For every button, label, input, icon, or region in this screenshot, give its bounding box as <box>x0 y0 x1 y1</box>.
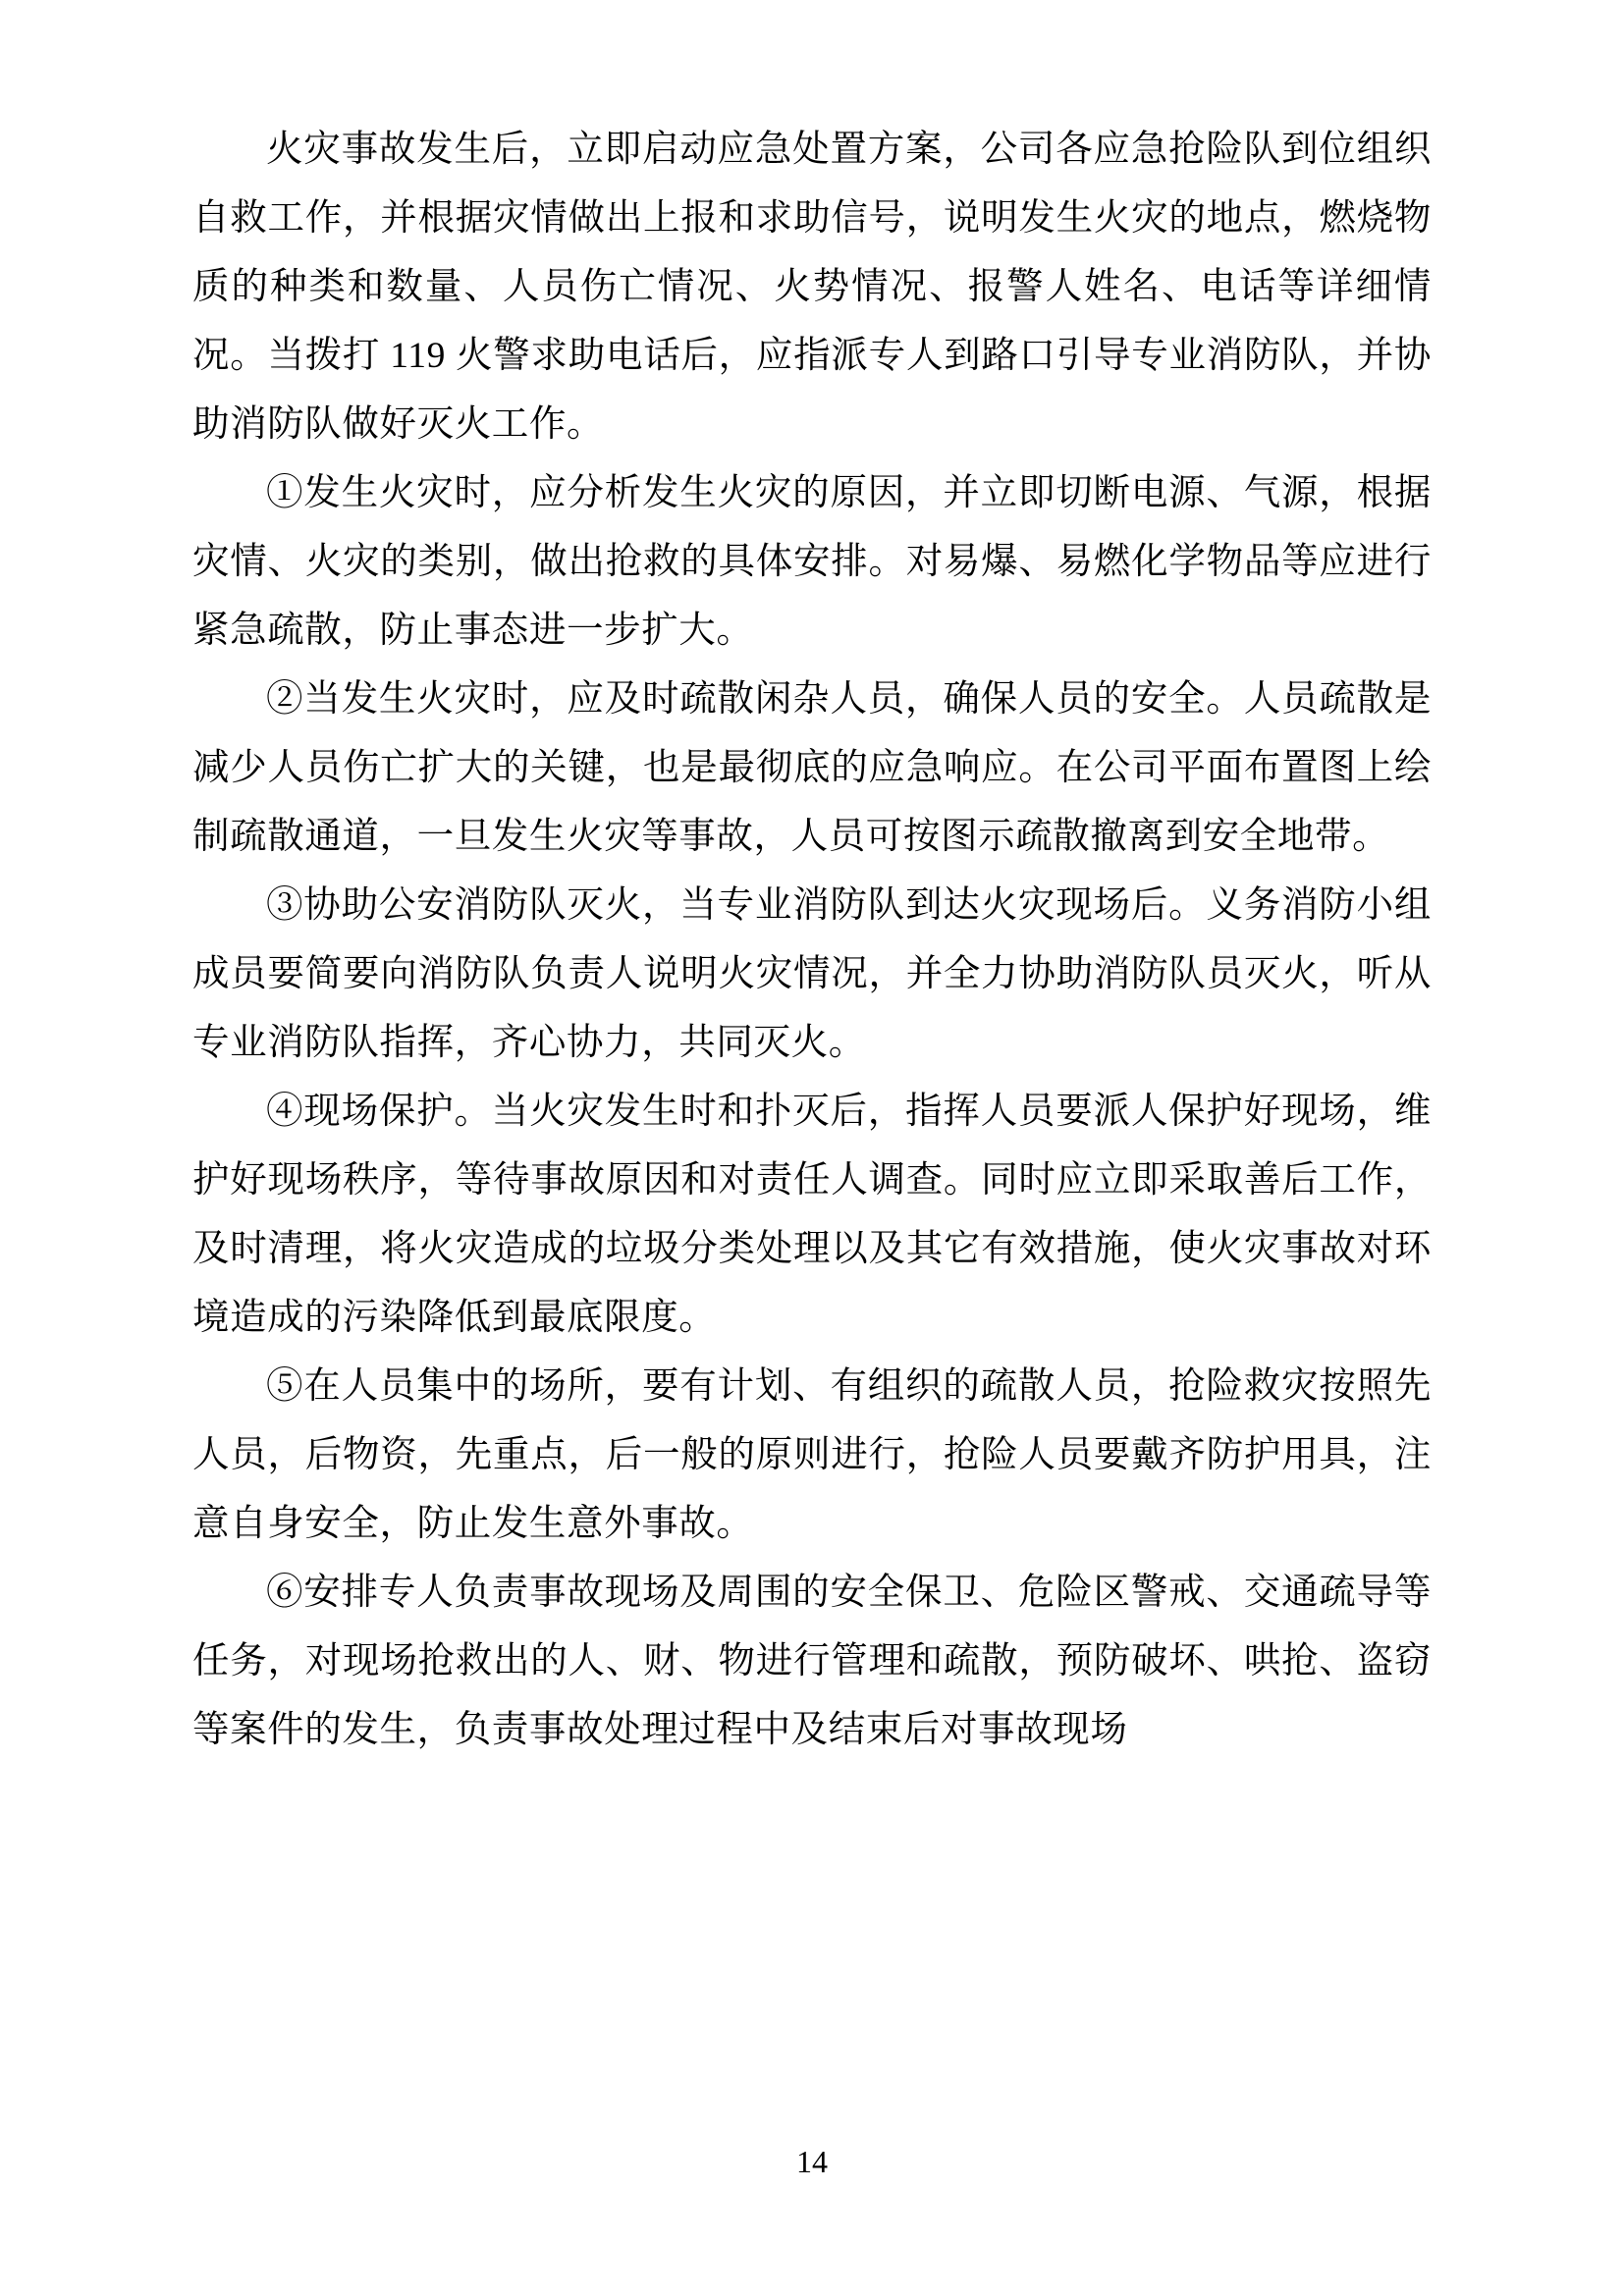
paragraph-6: ⑤在人员集中的场所，要有计划、有组织的疏散人员，抢险救灾按照先人员，后物资，先重点，后一般的原则进行，抢险人员要戴齐防护用具，注意自身安全，防止发生意外事故。 <box>192 1366 1432 1544</box>
paragraph-2: ①发生火灾时，应分析发生火灾的原因，并立即切断电源、气源，根据灾情、火灾的类别，做出抢救的具体安排。对易爆、易燃化学物品等应进行紧急疏散，防止事态进一步扩大。 <box>192 473 1432 651</box>
paragraph-3: ②当发生火灾时，应及时疏散闲杂人员，确保人员的安全。人员疏散是减少人员伤亡扩大的关键，也是最彻底的应急响应。在公司平面布置图上绘制疏散通道，一旦发生火灾等事故，人员可按图示疏散撤离到安全地带。 <box>192 679 1432 857</box>
paragraph-5: ④现场保护。当火灾发生时和扑灭后，指挥人员要派人保护好现场，维护好现场秩序，等待事故原因和对责任人调查。同时应立即采取善后工作，及时清理，将火灾造成的垃圾分类处理以及其它有效措施，使火灾事故对环境造成的污染降低到最底限度。 <box>192 1092 1432 1338</box>
paragraph-1: 火灾事故发生后，立即启动应急处置方案，公司各应急抢险队到位组织自救工作，并根据灾情做出上报和求助信号，说明发生火灾的地点，燃烧物质的种类和数量、人员伤亡情况、火势情况、报警人姓名、电话等详细情况。当拨打 119 火警求助电话后，应指派专人到路口引导专业消防队，并协助消防队做好灭火工作。 <box>192 130 1432 445</box>
paragraph-7: ⑥安排专人负责事故现场及周围的安全保卫、危险区警戒、交通疏导等任务，对现场抢救出的人、财、物进行管理和疏散，预防破坏、哄抢、盗窃等案件的发生，负责事故处理过程中及结束后对事故现场 <box>192 1573 1432 1750</box>
page-number: 14 <box>796 2144 828 2179</box>
paragraph-4: ③协助公安消防队灭火，当专业消防队到达火灾现场后。义务消防小组成员要简要向消防队负责人说明火灾情况，并全力协助消防队员灭火，听从专业消防队指挥，齐心协力，共同灭火。 <box>192 885 1432 1063</box>
document-body <box>192 116 1432 1765</box>
